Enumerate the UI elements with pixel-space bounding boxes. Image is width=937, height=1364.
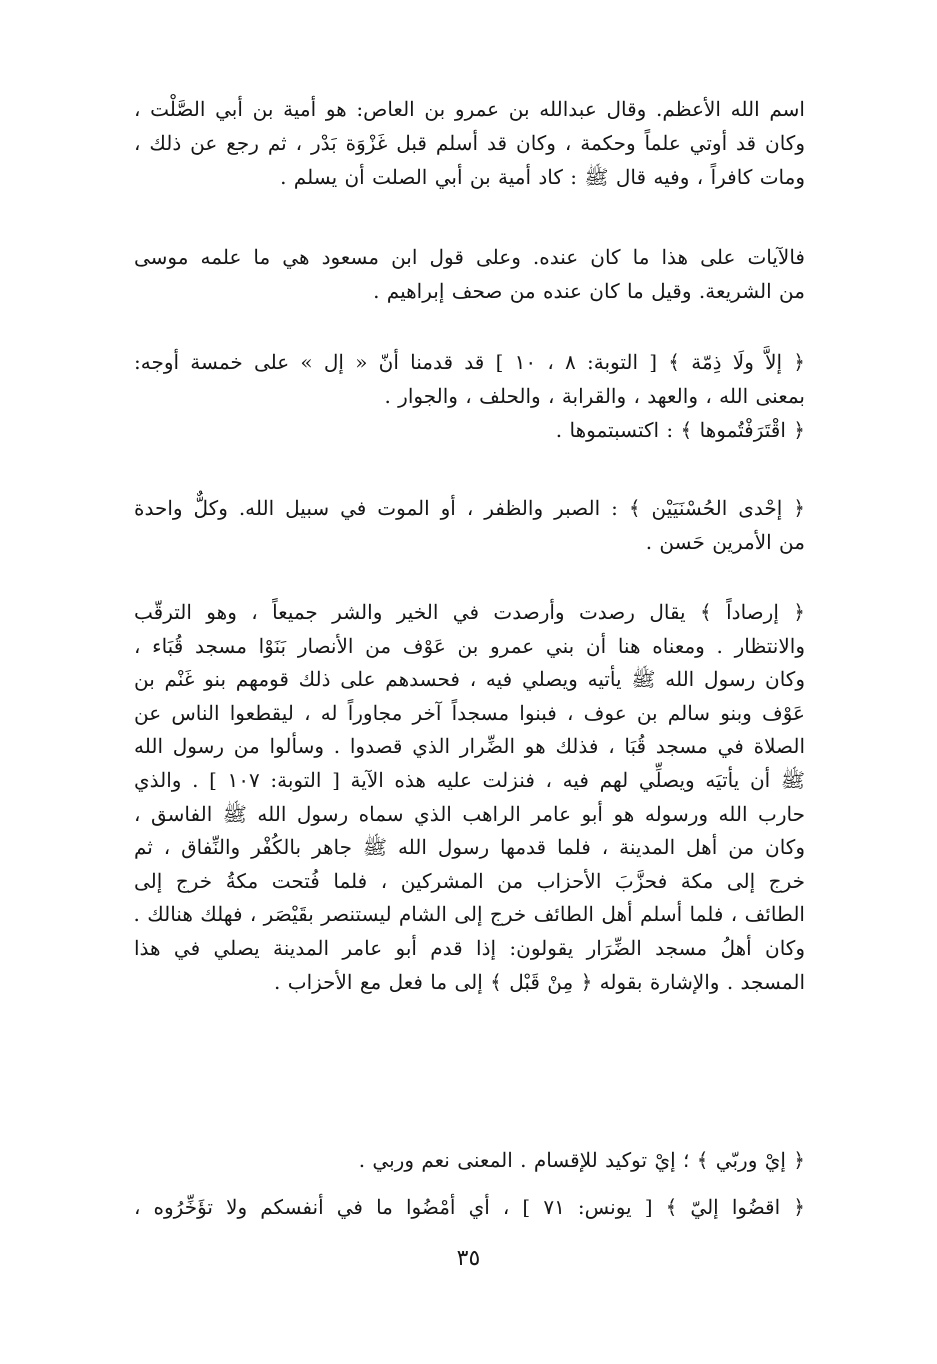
text-line: بمعنى الله ، والعهد ، والقرابة ، والحلف ، والجوار . (384, 384, 805, 408)
text-line: ومات كافراً ، وفيه قال ﷺ : كاد أمية بن أبي الصلت أن يسلم . (280, 165, 805, 189)
text-line: ﴿ إرصاداً ﴾ يقال رصدت وأرصدت في الخير والشر جميعاً ، وهو الترقّب (134, 600, 805, 624)
text-line: وكان أهلُ مسجد الضِّرَار يقولون: إذا قدم أبو عامر المدينة يصلي في هذا (134, 935, 805, 960)
text-line: والانتظار . ومعناه هنا أن بني عمرو بن عَوْف من الأنصار بَنَوْا مسجد قُبَاء ، (134, 633, 805, 658)
text-line: وكان رسول الله ﷺ يأتيه ويصلي فيه ، فحسدهم على ذلك قومهم بنو غَنْم بن (134, 667, 805, 692)
text-line: ﴿ إحْدى الحُسْنَيَيْن ﴾ : الصبر والظفر ، أو الموت في سبيل الله. وكلٌّ واحدة (134, 496, 805, 520)
paragraph-iqdu-ilayya (134, 1190, 805, 1224)
page-number: ٣٥ (456, 1246, 481, 1271)
text-line: ﴿ اقضُوا إليّ ﴾ [ يونس: ٧١ ] ، أي أمْضُوا ما في أنفسكم ولا تؤَخِّرُوه ، (134, 1195, 805, 1219)
text-line: المسجد . والإشارة بقوله ﴿ مِنْ قَبْل ﴾ إلى ما فعل مع الأحزاب . (274, 969, 805, 994)
text-line: حارب الله ورسوله هو أبو عامر الراهب الذي سماه رسول الله ﷺ الفاسق ، (134, 801, 805, 826)
paragraph-ihda-alhusnayayn (134, 491, 805, 559)
text-line: اسم الله الأعظم. وقال عبدالله بن عمرو بن العاص: هو أمية بن أبي الصَّلْت ، (134, 97, 805, 121)
text-line: ﴿ اقْتَرَفْتُموها ﴾ : اكتسبتموها . (555, 418, 805, 442)
text-line: ﴿ إيْ وربّي ﴾ ؛ إيْ توكيد للإقسام . المعنى نعم وربي . (358, 1148, 805, 1172)
text-line: فالآيات على هذا ما كان عنده. وعلى قول ابن مسعود هي ما علمه موسى (134, 245, 805, 269)
text-line: خرج إلى مكة فحزَّبَ الأحزاب من المشركين ، فلما فُتحت مكةُ خرج إلى (134, 868, 805, 893)
text-line: عَوْف وبنو سالم بن عوف ، فبنوا مسجداً آخر مجاوراً له ، ليقطعوا الناس عن (134, 700, 805, 725)
text-line: وكان قد أوتي علماً وحكمة ، وكان قد أسلم قبل غَزْوَة بَدْر ، ثم رجع عن ذلك ، (134, 131, 805, 155)
text-line: الطائف ، فلما أسلم أهل الطائف خرج إلى الشام ليستنصر بقَيْصَر ، فهلك هنالك . (133, 902, 805, 927)
text-line: ﴿ إلاَّ ولَا ذِمّة ﴾ [ التوبة: ٨ ، ١٠ ] قد قدمنا أنّ « إل » على خمسة أوجه: (134, 350, 806, 374)
text-line: من الأمرين حَسن . (645, 530, 805, 554)
text-line: من الشريعة. وقيل ما كان عنده من صحف إبراهيم . (373, 279, 805, 303)
text-line: الصلاة في مسجد قُبَا ، فذلك هو الضِّرار الذي قصدوا . وسألوا من رسول الله (134, 734, 805, 759)
paragraph-illa-wala-dhimma (134, 345, 805, 447)
text-line: وكان من أهل المدينة ، فلما قدمها رسول الله ﷺ جاهر بالكُفْر والنِّفاق ، ثم (134, 835, 805, 860)
paragraph-ayat (134, 240, 805, 308)
paragraph-irsadan (134, 596, 805, 999)
paragraph-iy-wa-rabbi (134, 1143, 805, 1177)
paragraph-umayya (134, 92, 805, 194)
text-line: ﷺ أن يأتيَه ويصلِّي لهم فيه ، فنزلت عليه هذه الآية [ التوبة: ١٠٧ ] . والذي (134, 767, 805, 792)
